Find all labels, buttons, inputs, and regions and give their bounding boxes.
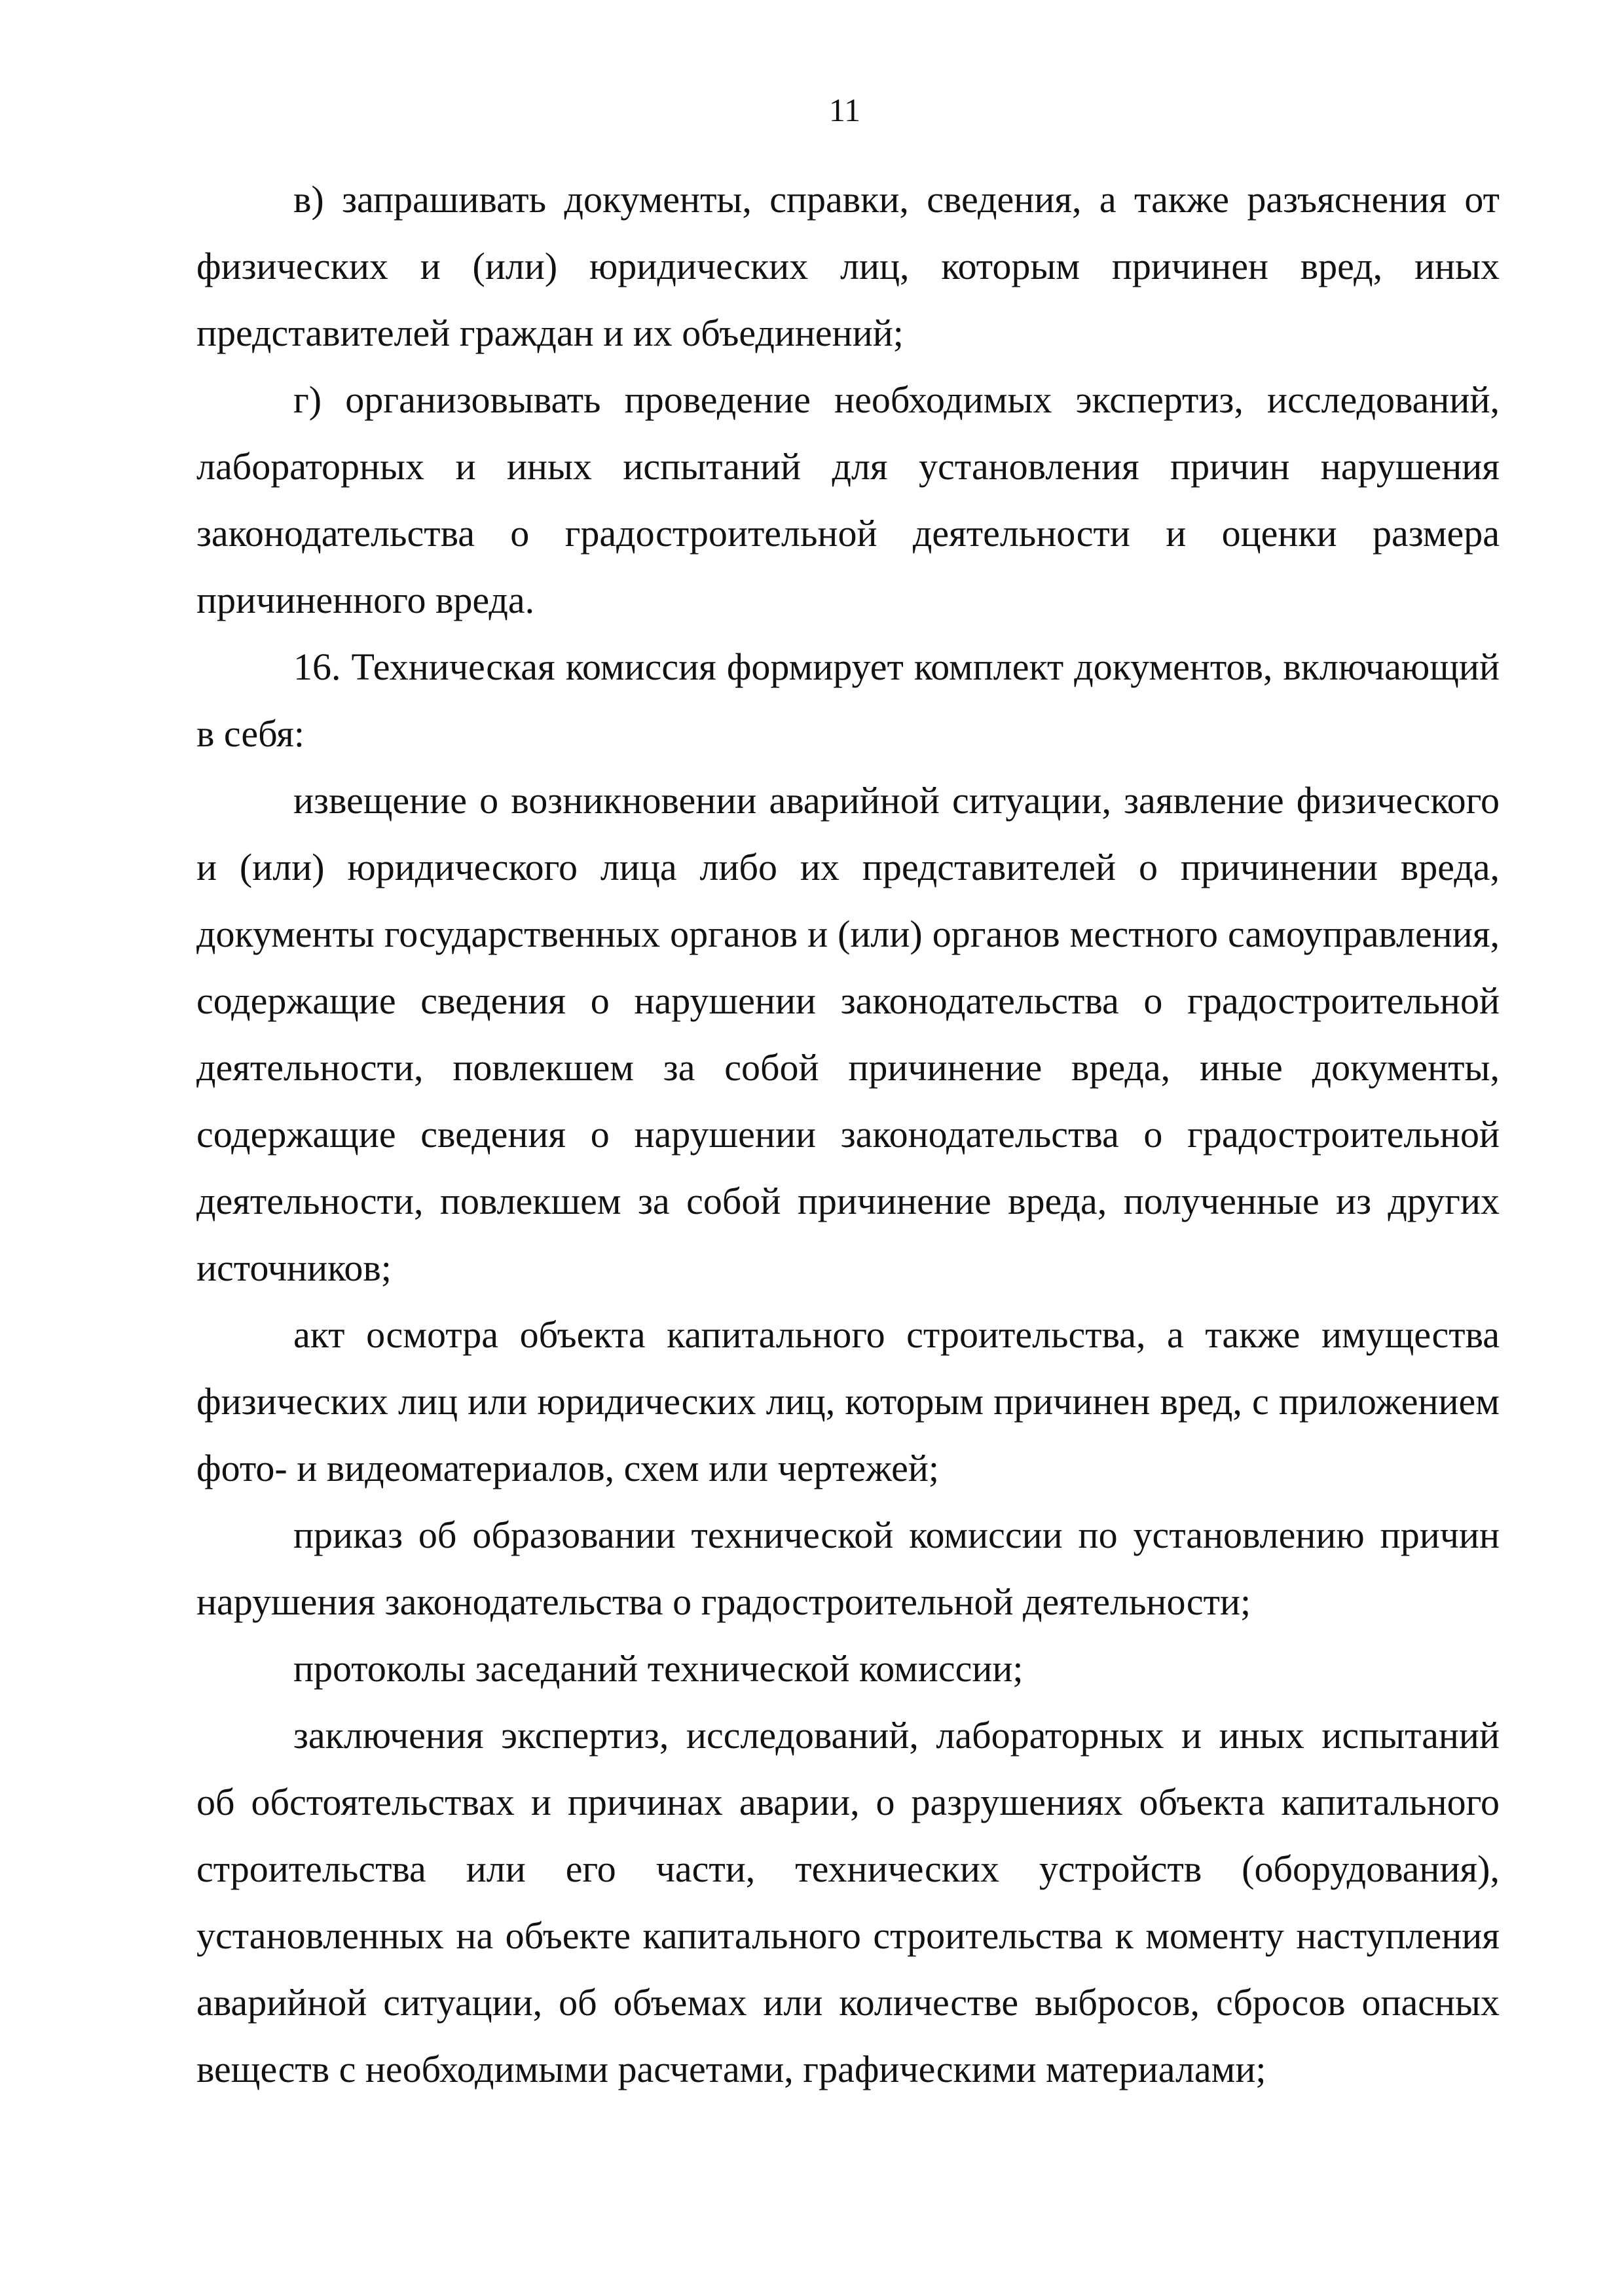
paragraph-inspection-act: акт осмотра объекта капитального строительства, а также имущества физических лиц или юридических лиц, которым причинен вред, с приложением фото- и видеоматериалов, схем или чертежей; — [196, 1313, 1500, 1489]
page-number: 11 — [828, 92, 861, 128]
paragraph-clause-16: 16. Техническая комиссия формирует комплект документов, включающий в себя: — [196, 646, 1500, 755]
paragraph-commission-order: приказ об образовании технической комиссии по установлению причин нарушения законодательства о градостроительной деятельности; — [196, 1514, 1500, 1623]
paragraph-accident-notice: извещение о возникновении аварийной ситуации, заявление физического и (или) юридического лица либо их представителей о причинении вреда, документы государственных органов и (или) органов местного самоуправления, содержащие сведения о нарушении законодательства о градостроительной деятельности, повлекшем за собой причинение вреда, иные документы, содержащие сведения о нарушении законодательства о градостроительной деятельности, повлекшем за собой причинение вреда, полученные из других источников; — [196, 779, 1500, 1289]
paragraph-expert-conclusions: заключения экспертиз, исследований, лабораторных и иных испытаний об обстоятельствах и причинах аварии, о разрушениях объекта капитального строительства или его части, технических устройств (оборудования), установленных на объекте капитального строительства к моменту наступления аварийной ситуации, об объемах или количестве выбросов, сбросов опасных веществ с необходимыми расчетами, графическими материалами; — [196, 1714, 1500, 2090]
paragraph-item-v: в) запрашивать документы, справки, сведения, а также разъяснения от физических и (или) юридических лиц, которым причинен вред, иных представителей граждан и их объединений; — [196, 178, 1500, 354]
paragraph-meeting-protocols: протоколы заседаний технической комиссии; — [293, 1647, 1024, 1690]
paragraph-item-g: г) организовывать проведение необходимых экспертиз, исследований, лабораторных и иных испытаний для установления причин нарушения законодательства о градостроительной деятельности и оценки размера причиненного вреда. — [196, 378, 1500, 621]
document-body — [196, 166, 1500, 2103]
